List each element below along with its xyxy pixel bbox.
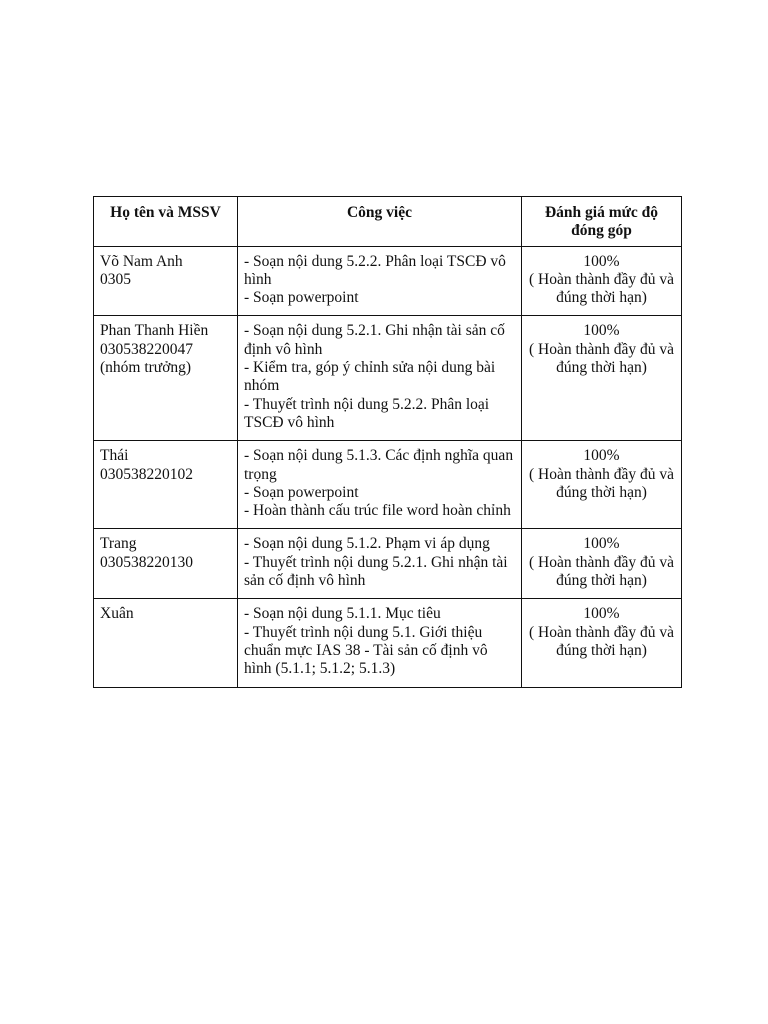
member-name-line: Võ Nam Anh xyxy=(100,252,183,270)
evaluation-cell xyxy=(522,599,682,687)
task-line: - Thuyết trình nội dung 5.1. Giới thiệu chuẩn mực IAS 38 - Tài sản cố định vô hình (5.1.1; 5.1.2; 5.1.3) xyxy=(244,623,488,678)
evaluation-line: 100% xyxy=(583,252,620,270)
task-line: - Thuyết trình nội dung 5.2.2. Phân loại TSCĐ vô hình xyxy=(244,395,490,431)
task-line: - Hoàn thành cấu trúc file word hoàn chỉnh xyxy=(244,502,511,520)
task-line: - Thuyết trình nội dung 5.2.1. Ghi nhận tài sản cố định vô hình xyxy=(244,553,508,590)
member-name-line: 030538220047 xyxy=(100,340,193,358)
task-cell xyxy=(238,246,522,316)
evaluation-line: ( Hoàn thành đầy đủ và đúng thời hạn) xyxy=(528,623,675,659)
member-name-line: 0305 xyxy=(100,270,131,288)
member-name-line: Thái xyxy=(100,447,129,465)
task-cell xyxy=(238,441,522,529)
member-name-cell xyxy=(94,246,238,316)
header-evaluation: Đánh giá mức độ đóng góp xyxy=(522,197,682,247)
evaluation-line: ( Hoàn thành đầy đủ và đúng thời hạn) xyxy=(528,553,675,590)
table-row xyxy=(94,246,682,316)
header-name-mssv: Họ tên và MSSV xyxy=(94,197,238,247)
evaluation-line: 100% xyxy=(583,535,620,553)
member-name-cell xyxy=(94,316,238,441)
evaluation-cell xyxy=(522,246,682,316)
evaluation-line: 100% xyxy=(583,322,620,340)
member-name-line: Phan Thanh Hiền xyxy=(100,322,209,340)
evaluation-line: 100% xyxy=(583,447,620,465)
task-cell xyxy=(238,599,522,687)
table-row xyxy=(94,316,682,441)
header-task: Công việc xyxy=(238,197,522,247)
task-cell xyxy=(238,316,522,441)
contribution-table xyxy=(93,196,682,688)
member-name-line: (nhóm trưởng) xyxy=(100,359,192,377)
member-name-cell xyxy=(94,599,238,687)
task-line: - Soạn nội dung 5.1.2. Phạm vi áp dụng xyxy=(244,535,490,553)
evaluation-cell xyxy=(522,441,682,529)
table-row xyxy=(94,441,682,529)
task-line: - Soạn nội dung 5.2.1. Ghi nhận tài sản cố định vô hình xyxy=(244,322,505,358)
task-line: - Soạn nội dung 5.2.2. Phân loại TSCĐ vô hình xyxy=(244,252,506,288)
task-line: - Soạn powerpoint xyxy=(244,483,359,501)
task-line: - Soạn nội dung 5.1.3. Các định nghĩa quan trọng xyxy=(244,447,514,483)
task-line: - Kiểm tra, góp ý chỉnh sửa nội dung bài nhóm xyxy=(244,359,496,395)
member-name-line: Xuân xyxy=(100,605,134,623)
member-name-line: Trang xyxy=(100,535,137,553)
task-line: - Soạn nội dung 5.1.1. Mục tiêu xyxy=(244,605,441,623)
member-name-line: 030538220102 xyxy=(100,465,193,483)
table-body xyxy=(94,246,682,687)
table-row xyxy=(94,529,682,599)
evaluation-line: 100% xyxy=(583,605,620,623)
member-name-cell xyxy=(94,441,238,529)
member-name-cell xyxy=(94,529,238,599)
evaluation-line: ( Hoàn thành đầy đủ và đúng thời hạn) xyxy=(528,465,675,501)
table-header-row xyxy=(94,197,682,247)
evaluation-cell xyxy=(522,529,682,599)
member-name-line: 030538220130 xyxy=(100,553,193,571)
evaluation-line: ( Hoàn thành đầy đủ và đúng thời hạn) xyxy=(528,270,675,307)
evaluation-line: ( Hoàn thành đầy đủ và đúng thời hạn) xyxy=(528,340,675,377)
evaluation-cell xyxy=(522,316,682,441)
table-row xyxy=(94,599,682,687)
task-cell xyxy=(238,529,522,599)
task-line: - Soạn powerpoint xyxy=(244,289,359,307)
